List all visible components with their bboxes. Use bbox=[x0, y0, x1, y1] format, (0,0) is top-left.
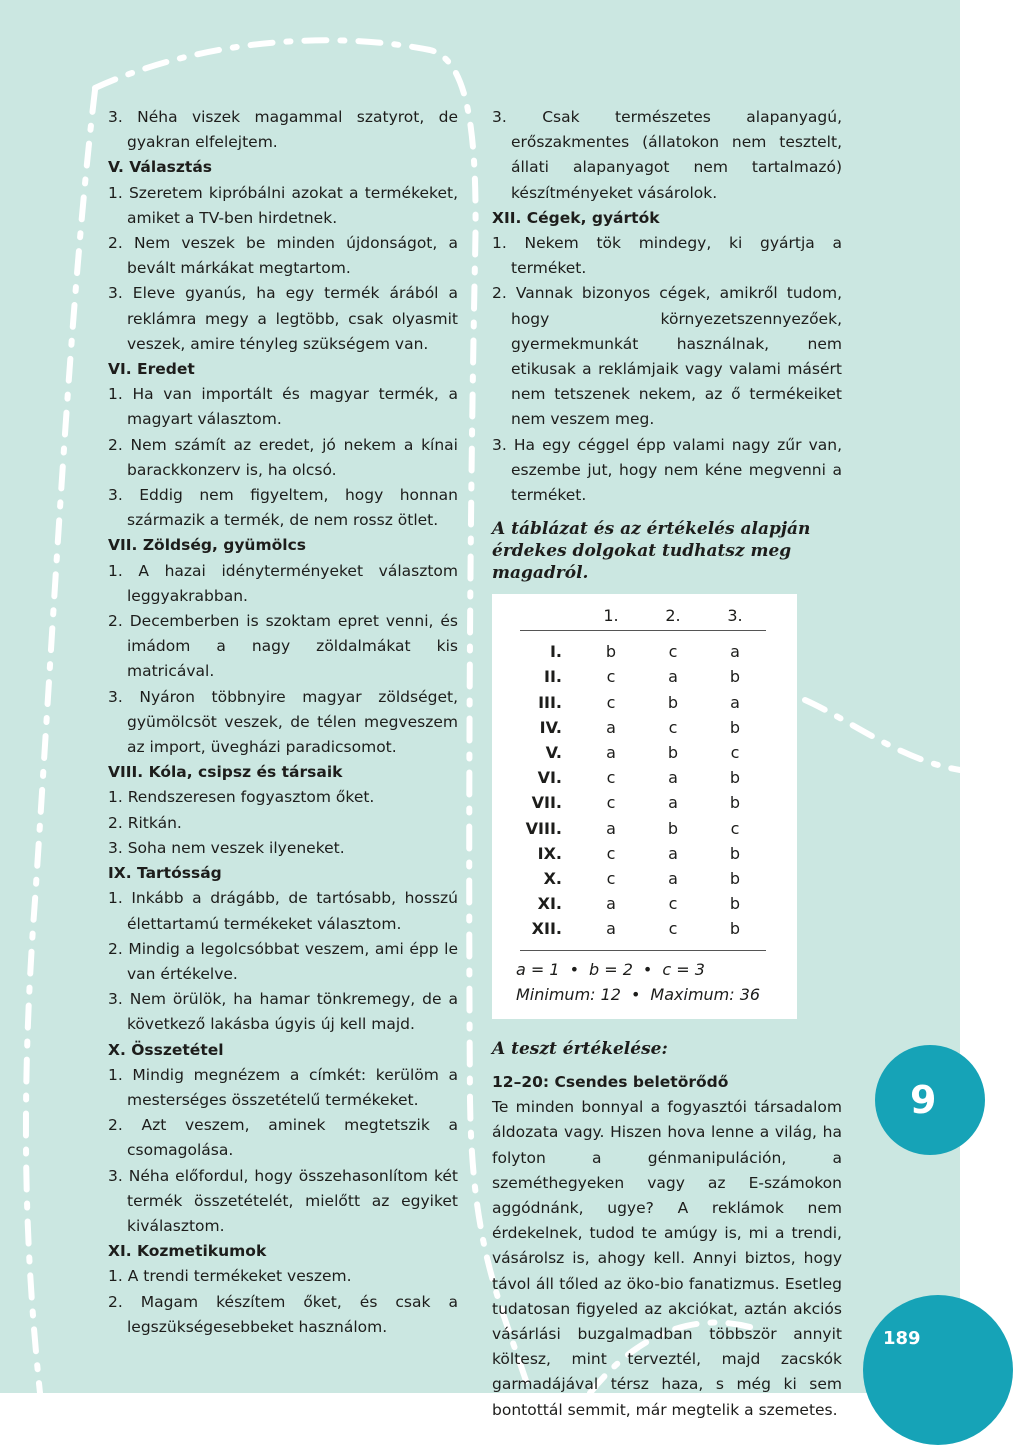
table-row bbox=[520, 740, 766, 765]
result-text: Te minden bonnyal a fogyasztói társadalom áldozata vagy. Hiszen hova lenne a világ, ha folyton a génmanipuláción, a szeméthegyeken vagy az E-számokon aggódnánk, ugye? A reklámok nem érdekelnek, tudod te amúgy is, mi a trendi, vásárolsz is, ahogy kell. Annyi biztos, hogy távol áll tőled az öko-bio fanatizmus. Esetleg tudatosan figyeled az akciókat, aztán akciós vásárlási buzgalmadban többször annyit költesz, mint terveztél, majd zacskók garmadájával térsz haza, s még ki sem bontottál semmit, már megtelik a szemetes. bbox=[492, 1098, 842, 1419]
score-legend bbox=[516, 957, 797, 1007]
score-cell: b bbox=[729, 667, 741, 687]
score-cell: a bbox=[668, 793, 678, 813]
section-title-ix: IX. Tartósság bbox=[108, 864, 222, 883]
score-table-corner bbox=[520, 600, 580, 631]
score-cell: b bbox=[729, 768, 741, 788]
question-x-2: 2. Azt veszem, aminek megtetszik a csomagolása. bbox=[108, 1116, 458, 1160]
question-x-3: 3. Néha előfordul, hogy összehasonlítom két termék összetételét, mielőtt az egyiket kiválasztom. bbox=[108, 1166, 458, 1235]
score-cell: c bbox=[730, 818, 740, 838]
table-row bbox=[520, 664, 766, 689]
right-column bbox=[492, 105, 842, 1423]
row-label: II. bbox=[544, 667, 562, 687]
row-label: V. bbox=[545, 743, 562, 763]
score-cell: a bbox=[606, 743, 616, 763]
spacer-cell bbox=[520, 631, 766, 640]
left-column bbox=[108, 105, 458, 1340]
score-cell: c bbox=[606, 768, 616, 788]
row-label: I. bbox=[549, 642, 562, 662]
row-label: IX. bbox=[537, 843, 562, 863]
score-cell: b bbox=[729, 793, 741, 813]
score-cell: b bbox=[667, 692, 679, 712]
score-cell: c bbox=[668, 642, 678, 662]
bullet: • bbox=[630, 984, 641, 1004]
question-v-3: 3. Eleve gyanús, ha egy termék árából a reklámra megy a legtöbb, csak olyasmit veszek, amire tényleg szükségem van. bbox=[108, 284, 458, 353]
question-vi-1: 1. Ha van importált és magyar termék, a magyart választom. bbox=[108, 385, 458, 429]
evaluation-heading: A teszt értékelése: bbox=[492, 1038, 668, 1059]
score-table-body bbox=[520, 631, 766, 950]
score-cell: a bbox=[606, 717, 616, 737]
section-title-vii: VII. Zöldség, gyümölcs bbox=[108, 536, 306, 555]
score-values-line bbox=[516, 957, 797, 982]
table-row bbox=[520, 916, 766, 950]
row-label: XI. bbox=[537, 894, 562, 914]
row-label: VI. bbox=[537, 768, 562, 788]
section-title-v: V. Választás bbox=[108, 158, 213, 177]
column-header: 2. bbox=[642, 600, 704, 631]
question-ix-2: 2. Mindig a legolcsóbbat veszem, ami épp le van értékelve. bbox=[108, 939, 458, 983]
table-row bbox=[520, 866, 766, 891]
row-label: XII. bbox=[520, 916, 580, 950]
score-table-header bbox=[520, 600, 766, 631]
score-cell: a bbox=[730, 692, 740, 712]
question-ix-1: 1. Inkább a drágább, de tartósabb, hosszú élettartamú termékeket választom. bbox=[108, 889, 458, 933]
section-title-xi: XI. Kozmetikumok bbox=[108, 1242, 267, 1261]
question-viii-1: 1. Rendszeresen fogyasztom őket. bbox=[108, 788, 375, 807]
question-xii-2: 2. Vannak bizonyos cégek, amikről tudom, hogy környezetszennyezőek, gyermekmunkát használnak, nem etikusak a reklámjaik vagy valami másért nem tetszenek nekem, az ő termékeiket nem veszem meg. bbox=[492, 284, 842, 429]
chapter-number-badge: 9 bbox=[875, 1045, 985, 1155]
table-row bbox=[520, 690, 766, 715]
question-xii-1: 1. Nekem tök mindegy, ki gyártja a terméket. bbox=[492, 234, 842, 278]
question-x-1: 1. Mindig megnézem a címkét: kerülöm a mesterséges összetételű termékeket. bbox=[108, 1065, 458, 1109]
legend-b: b = 2 bbox=[589, 959, 633, 979]
row-label: VIII. bbox=[525, 818, 562, 838]
table-row bbox=[520, 841, 766, 866]
score-cell: a bbox=[668, 667, 678, 687]
table-row bbox=[520, 790, 766, 815]
minimum-label: Minimum: 12 bbox=[516, 984, 621, 1004]
score-cell: c bbox=[642, 916, 704, 950]
question-viii-3: 3. Soha nem veszek ilyeneket. bbox=[108, 838, 345, 857]
score-cell: b bbox=[729, 894, 741, 914]
bullet: • bbox=[642, 959, 653, 979]
table-row bbox=[520, 715, 766, 740]
score-cell: a bbox=[730, 642, 740, 662]
instruction-heading: A táblázat és az értékelés alapján érdekes dolgokat tudhatsz meg magadról. bbox=[492, 519, 811, 584]
table-row bbox=[520, 639, 766, 664]
question-vii-3: 3. Nyáron többnyire magyar zöldséget, gyümölcsöt veszek, de télen megveszem az import, üvegházi paradicsomot. bbox=[108, 687, 458, 757]
score-table-box bbox=[492, 594, 797, 1018]
question-xi-1: 1. A trendi termékeket veszem. bbox=[108, 1267, 352, 1286]
table-row bbox=[520, 765, 766, 790]
table-row bbox=[520, 891, 766, 916]
question-v-prev-3: 3. Néha viszek magammal szatyrot, de gyakran elfelejtem. bbox=[108, 108, 458, 152]
question-xi-3: 3. Csak természetes alapanyagú, erőszakmentes (állatokon nem tesztelt, állati alapanyagot nem tartalmazó) készítményeket vásárolok. bbox=[492, 108, 842, 202]
maximum-label: Maximum: 36 bbox=[650, 984, 761, 1004]
row-label: VII. bbox=[531, 793, 562, 813]
score-cell: b bbox=[667, 818, 679, 838]
page-number-badge bbox=[863, 1295, 1013, 1445]
result-title: 12–20: Csendes beletörődő bbox=[492, 1072, 729, 1091]
score-cell: b bbox=[729, 843, 741, 863]
score-cell: a bbox=[606, 818, 616, 838]
section-title-x: X. Összetétel bbox=[108, 1040, 224, 1059]
row-label: III. bbox=[538, 692, 562, 712]
spacer-row bbox=[520, 631, 766, 640]
question-xi-2: 2. Magam készítem őket, és csak a legszükségesebbeket használom. bbox=[108, 1292, 458, 1336]
score-cell: b bbox=[729, 717, 741, 737]
bullet: • bbox=[569, 959, 579, 979]
question-vii-2: 2. Decemberben is szoktam epret venni, és imádom a nagy zöldalmákat kis matricával. bbox=[108, 612, 458, 681]
score-cell: c bbox=[668, 894, 678, 914]
score-cell: a bbox=[668, 869, 678, 889]
question-viii-2: 2. Ritkán. bbox=[108, 813, 182, 832]
row-label: IV. bbox=[539, 717, 562, 737]
score-cell: b bbox=[729, 869, 741, 889]
legend-a: a = 1 bbox=[516, 959, 560, 979]
score-cell: c bbox=[606, 667, 616, 687]
score-table bbox=[520, 600, 766, 950]
score-cell: a bbox=[606, 894, 616, 914]
legend-c: c = 3 bbox=[662, 959, 705, 979]
question-ix-3: 3. Nem örülök, ha hamar tönkremegy, de a következő lakásba úgyis új kell majd. bbox=[108, 990, 458, 1034]
question-vi-2: 2. Nem számít az eredet, jó nekem a kínai barackkonzerv is, ha olcsó. bbox=[108, 435, 458, 479]
column-header: 3. bbox=[704, 600, 766, 631]
score-cell: c bbox=[606, 793, 616, 813]
score-cell: c bbox=[606, 692, 616, 712]
question-vii-1: 1. A hazai idényterményeket választom leggyakrabban. bbox=[108, 561, 458, 605]
score-cell: c bbox=[730, 743, 740, 763]
score-cell: b bbox=[667, 743, 679, 763]
row-label: X. bbox=[543, 869, 562, 889]
score-cell: b bbox=[704, 916, 766, 950]
section-title-xii: XII. Cégek, gyártók bbox=[492, 208, 660, 227]
question-v-2: 2. Nem veszek be minden újdonságot, a bevált márkákat megtartom. bbox=[108, 234, 458, 278]
column-header: 1. bbox=[580, 600, 642, 631]
page-number: 189 bbox=[883, 1328, 921, 1349]
section-title-vi: VI. Eredet bbox=[108, 360, 195, 379]
score-range-line bbox=[516, 982, 797, 1007]
score-cell: c bbox=[606, 869, 616, 889]
table-row bbox=[520, 816, 766, 841]
section-title-viii: VIII. Kóla, csipsz és társaik bbox=[108, 763, 343, 782]
question-vi-3: 3. Eddig nem figyeltem, hogy honnan származik a termék, de nem rossz ötlet. bbox=[108, 486, 458, 530]
question-v-1: 1. Szeretem kipróbálni azokat a termékeket, amiket a TV-ben hirdetnek. bbox=[108, 183, 458, 227]
score-cell: a bbox=[668, 843, 678, 863]
score-cell: a bbox=[580, 916, 642, 950]
score-cell: b bbox=[605, 642, 617, 662]
score-cell: a bbox=[668, 768, 678, 788]
score-cell: c bbox=[668, 717, 678, 737]
score-cell: c bbox=[606, 843, 616, 863]
question-xii-3: 3. Ha egy céggel épp valami nagy zűr van, eszembe jut, hogy nem kéne megvenni a terméket. bbox=[492, 435, 842, 505]
